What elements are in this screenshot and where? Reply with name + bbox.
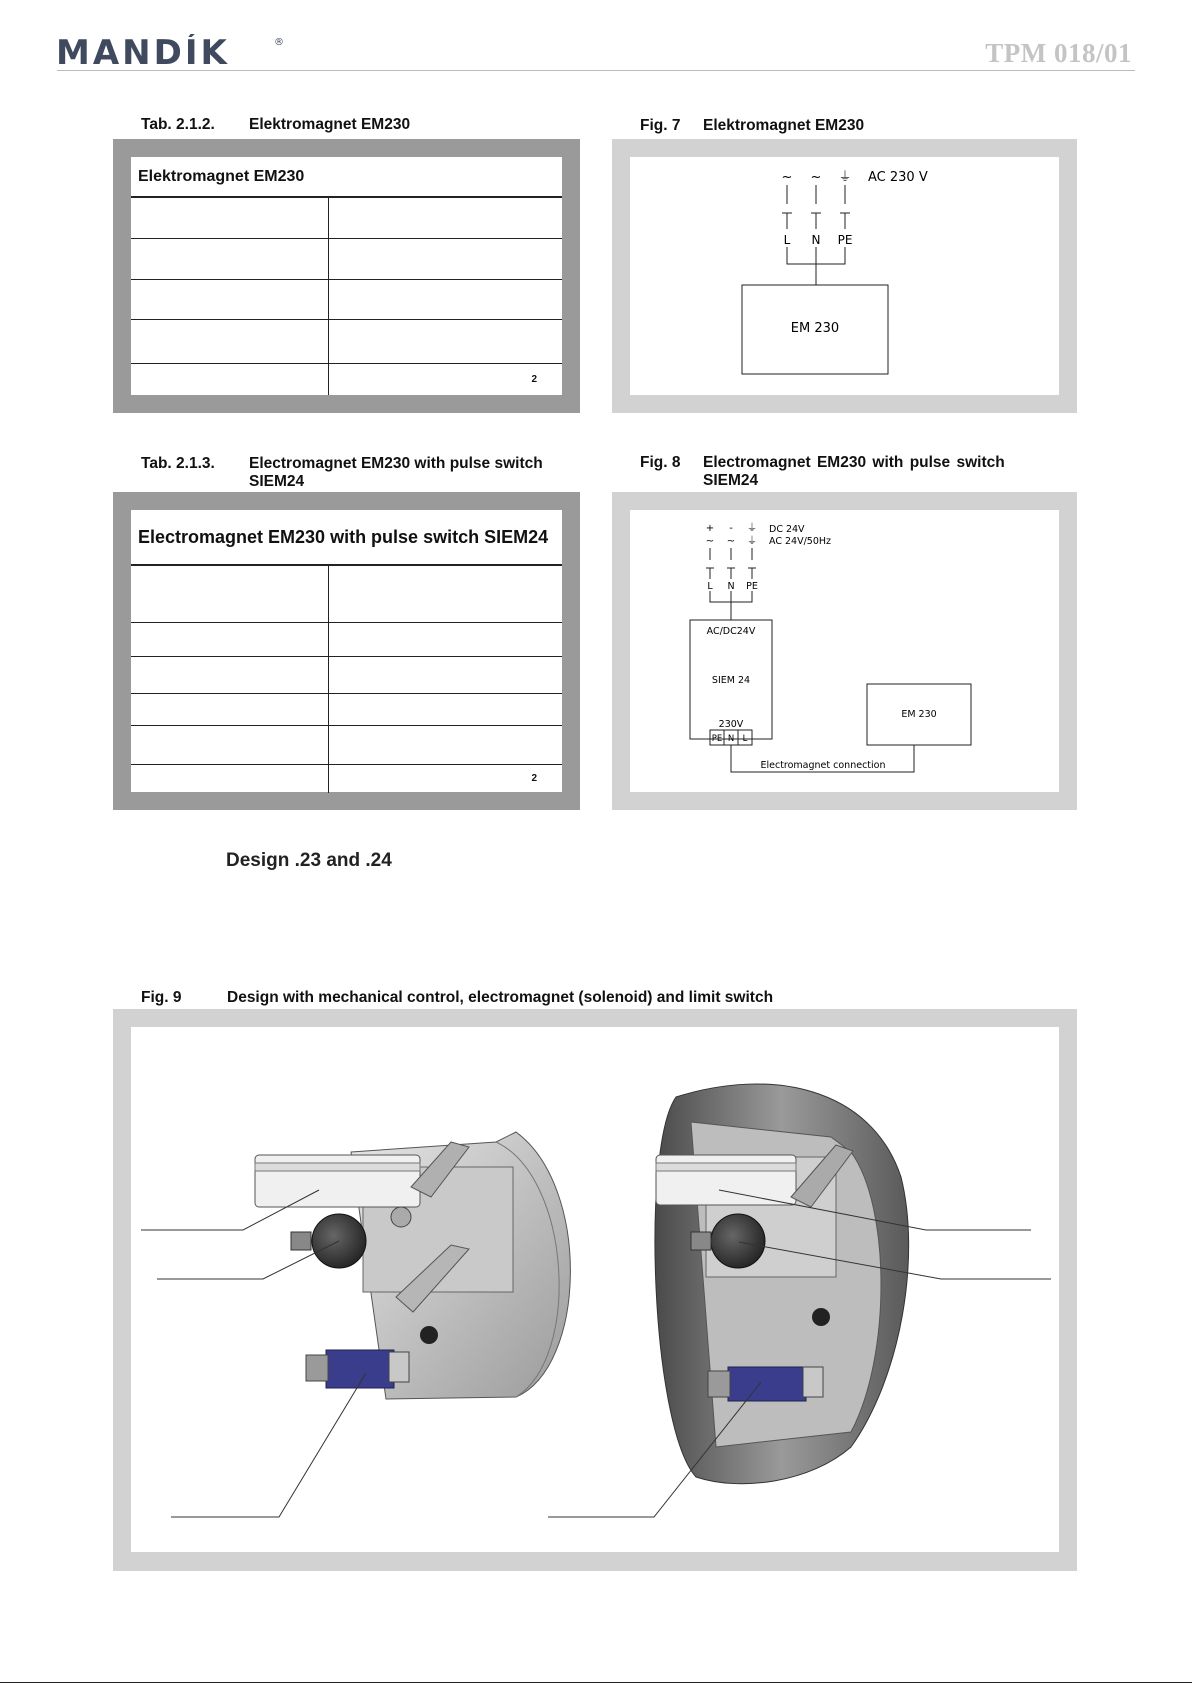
right-solenoid-coil [711, 1214, 765, 1268]
tab2-table [131, 510, 562, 792]
document-code: TPM 018/01 [985, 38, 1132, 68]
fig8-module-terminal-l: L [742, 734, 748, 744]
fig7-terminal-l: L [783, 233, 791, 247]
fig9-illustration [131, 1027, 1059, 1552]
fig7-frame [612, 139, 1077, 413]
tab1-spec-table [131, 196, 562, 395]
fig8-terminal-l: L [707, 581, 713, 592]
fig8-module-terminal-n: N [727, 734, 735, 744]
logo-registered-mark: ® [274, 37, 284, 48]
tab2-frame [113, 492, 580, 810]
fig7-number: Fig. 7 [640, 117, 681, 134]
fig8-module-top-label: AC/DC24V [706, 626, 756, 637]
tab2-spec-table [131, 564, 562, 793]
fig9-number: Fig. 9 [141, 989, 182, 1006]
left-lever-knob [420, 1326, 438, 1344]
table-row [131, 693, 562, 725]
table-row [131, 197, 562, 238]
table-row [131, 319, 562, 363]
table-row [131, 764, 562, 793]
fig8-terminal-pe: PE [746, 581, 758, 592]
table-row [131, 279, 562, 319]
fig8-number: Fig. 8 [640, 454, 681, 471]
table-row [131, 725, 562, 764]
left-damper-assembly [255, 1132, 570, 1399]
tab1-caption [141, 116, 581, 136]
fig8-module-terminal-pe: PE [711, 734, 723, 744]
tab1-caption-text: Elektromagnet EM230 [249, 116, 411, 133]
fig8-caption-line2: SIEM24 [703, 472, 759, 489]
logo-text: MANDÍK [56, 34, 230, 68]
fig8-module-name: SIEM 24 [711, 675, 751, 686]
fig7-supply-label: AC 230 V [868, 170, 928, 185]
right-damper-assembly [655, 1084, 909, 1484]
right-lever-knob [812, 1308, 830, 1326]
fig9-caption-text: Design with mechanical control, electromagnet (solenoid) and limit switch [227, 989, 774, 1006]
fig8-dc-symbol-1: + [705, 523, 715, 534]
fig7-diagram [630, 157, 1059, 395]
table-row [131, 565, 562, 622]
fig8-ac-symbol-1: ~ [705, 536, 715, 547]
fig8-diagram [630, 510, 1059, 792]
superscript-value: 2 [329, 764, 563, 793]
table-row [131, 622, 562, 656]
mandik-logo [56, 34, 286, 68]
fig9-frame [113, 1009, 1077, 1571]
table-row [131, 363, 562, 395]
fig9-caption [141, 989, 841, 1009]
fig8-em-box-label: EM 230 [901, 709, 937, 720]
fig8-dc-symbol-2: - [729, 523, 733, 534]
tab2-caption [141, 455, 591, 495]
tab1-table [131, 157, 562, 395]
fig8-caption-line1: Electromagnet EM230 with pulse switch [703, 454, 1005, 471]
fig7-symbol-2: ~ [810, 170, 822, 185]
fig8-ac-label: AC 24V/50Hz [769, 536, 831, 547]
footer-divider [0, 1682, 1192, 1683]
fig7-symbol-3: ⏚ [838, 170, 852, 185]
leader-lines [141, 1190, 1051, 1517]
right-limit-switch [728, 1367, 806, 1401]
fig8-caption [640, 454, 1080, 494]
fig8-dc-label: DC 24V [769, 524, 805, 535]
fig7-caption-text: Elektromagnet EM230 [703, 117, 865, 134]
fig7-box-label: EM 230 [790, 321, 840, 336]
design-heading: Design .23 and .24 [226, 850, 392, 871]
tab1-frame [113, 139, 580, 413]
fig7-caption [640, 117, 1080, 137]
fig8-terminal-n: N [727, 581, 735, 592]
tab1-table-title: Elektromagnet EM230 [138, 168, 305, 185]
tab2-table-title: Electromagnet EM230 with pulse switch SIEM24 [138, 527, 549, 547]
fig8-connection-label: Electromagnet connection [760, 760, 886, 771]
fig8-module-bottom-label: 230V [718, 719, 744, 730]
fig8-dc-symbol-3: ⏚ [747, 523, 757, 534]
table-row [131, 238, 562, 279]
fig7-terminal-n: N [811, 233, 821, 247]
superscript-value: 2 [329, 363, 563, 395]
tab2-caption-line1: Electromagnet EM230 with pulse switch [249, 455, 543, 472]
fig7-terminal-pe: PE [837, 233, 853, 247]
tab1-number: Tab. 2.1.2. [141, 116, 215, 133]
table-row [131, 656, 562, 693]
fig8-ac-symbol-2: ~ [726, 536, 736, 547]
fig8-ac-symbol-3: ⏚ [747, 536, 757, 547]
tab2-caption-line2: SIEM24 [249, 473, 305, 490]
fig7-symbol-1: ~ [781, 170, 793, 185]
tab2-number: Tab. 2.1.3. [141, 455, 215, 472]
fig8-frame [612, 492, 1077, 810]
header-divider [57, 70, 1135, 71]
